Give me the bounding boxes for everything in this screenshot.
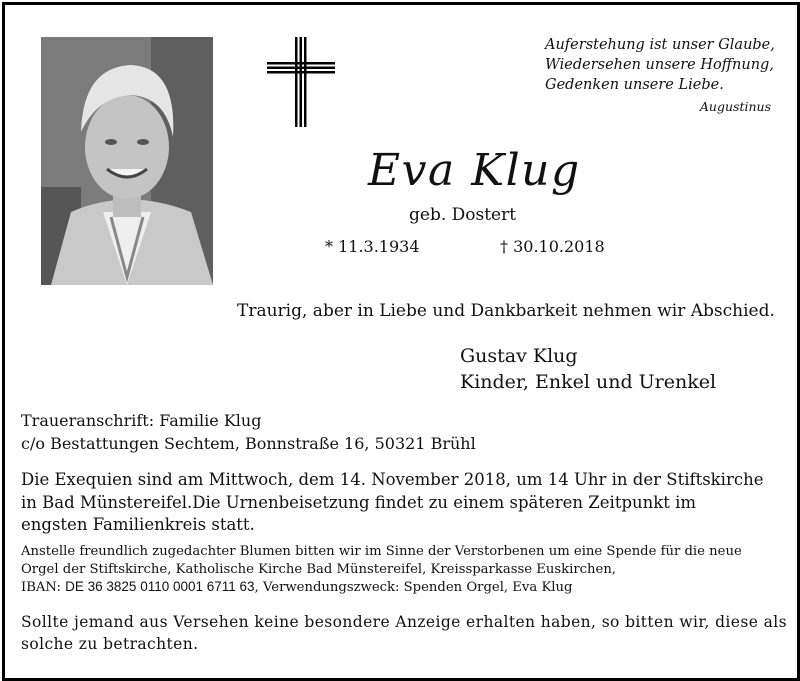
note-line: Sollte jemand aus Versehen keine besondere Anzeige erhalten haben, so bitten wir, diese als bbox=[21, 613, 787, 631]
deceased-name: Eva Klug bbox=[368, 145, 581, 196]
obituary-card bbox=[2, 2, 800, 681]
exequies-line: in Bad Münstereifel.Die Urnenbeisetzung findet zu einem späteren Zeitpunkt im bbox=[21, 492, 697, 512]
family-line: Kinder, Enkel und Urenkel bbox=[460, 371, 717, 393]
maiden-name: geb. Dostert bbox=[409, 205, 517, 225]
address-line: Traueranschrift: Familie Klug bbox=[21, 411, 262, 430]
birth-date: * 11.3.1934 bbox=[325, 237, 420, 256]
quote-author: Augustinus bbox=[699, 99, 771, 114]
family-block bbox=[460, 343, 716, 395]
exequies-text bbox=[21, 469, 779, 537]
quote-line: Auferstehung ist unser Glaube, bbox=[545, 37, 775, 53]
portrait-illustration bbox=[41, 37, 213, 285]
donation-text bbox=[21, 543, 779, 597]
donation-line: Orgel der Stiftskirche, Katholische Kirche Bad Münstereifel, Kreissparkasse Euskirchen, bbox=[21, 561, 617, 577]
closing-note bbox=[21, 611, 787, 655]
mourning-address bbox=[21, 409, 779, 455]
donation-line: Anstelle freundlich zugedachter Blumen bitten wir im Sinne der Verstorbenen um eine Spende für die neue bbox=[21, 544, 742, 559]
exequies-line: engsten Familienkreis statt. bbox=[21, 515, 255, 534]
exequies-line: Die Exequien sind am Mittwoch, dem 14. November 2018, um 14 Uhr in der Stiftskirche bbox=[21, 470, 764, 489]
farewell-text: Traurig, aber in Liebe und Dankbarkeit nehmen wir Abschied. bbox=[237, 301, 775, 321]
quote-line: Gedenken unsere Liebe. bbox=[545, 77, 724, 93]
iban-number: DE 36 3825 0110 0001 6711 63 bbox=[65, 579, 255, 594]
death-date: † 30.10.2018 bbox=[500, 237, 605, 256]
note-line: solche zu betrachten. bbox=[21, 635, 199, 653]
donation-purpose: , Verwendungszweck: Spenden Orgel, Eva Klug bbox=[254, 580, 573, 595]
address-line: c/o Bestattungen Sechtem, Bonnstraße 16, 50321 Brühl bbox=[21, 434, 476, 453]
cross-icon bbox=[265, 35, 337, 133]
portrait-photo bbox=[41, 37, 213, 285]
iban-label: IBAN: bbox=[21, 580, 61, 595]
quote-block bbox=[545, 35, 785, 117]
donation-line bbox=[21, 578, 779, 597]
family-line: Gustav Klug bbox=[460, 345, 578, 367]
quote-line: Wiedersehen unsere Hoffnung, bbox=[545, 57, 774, 73]
